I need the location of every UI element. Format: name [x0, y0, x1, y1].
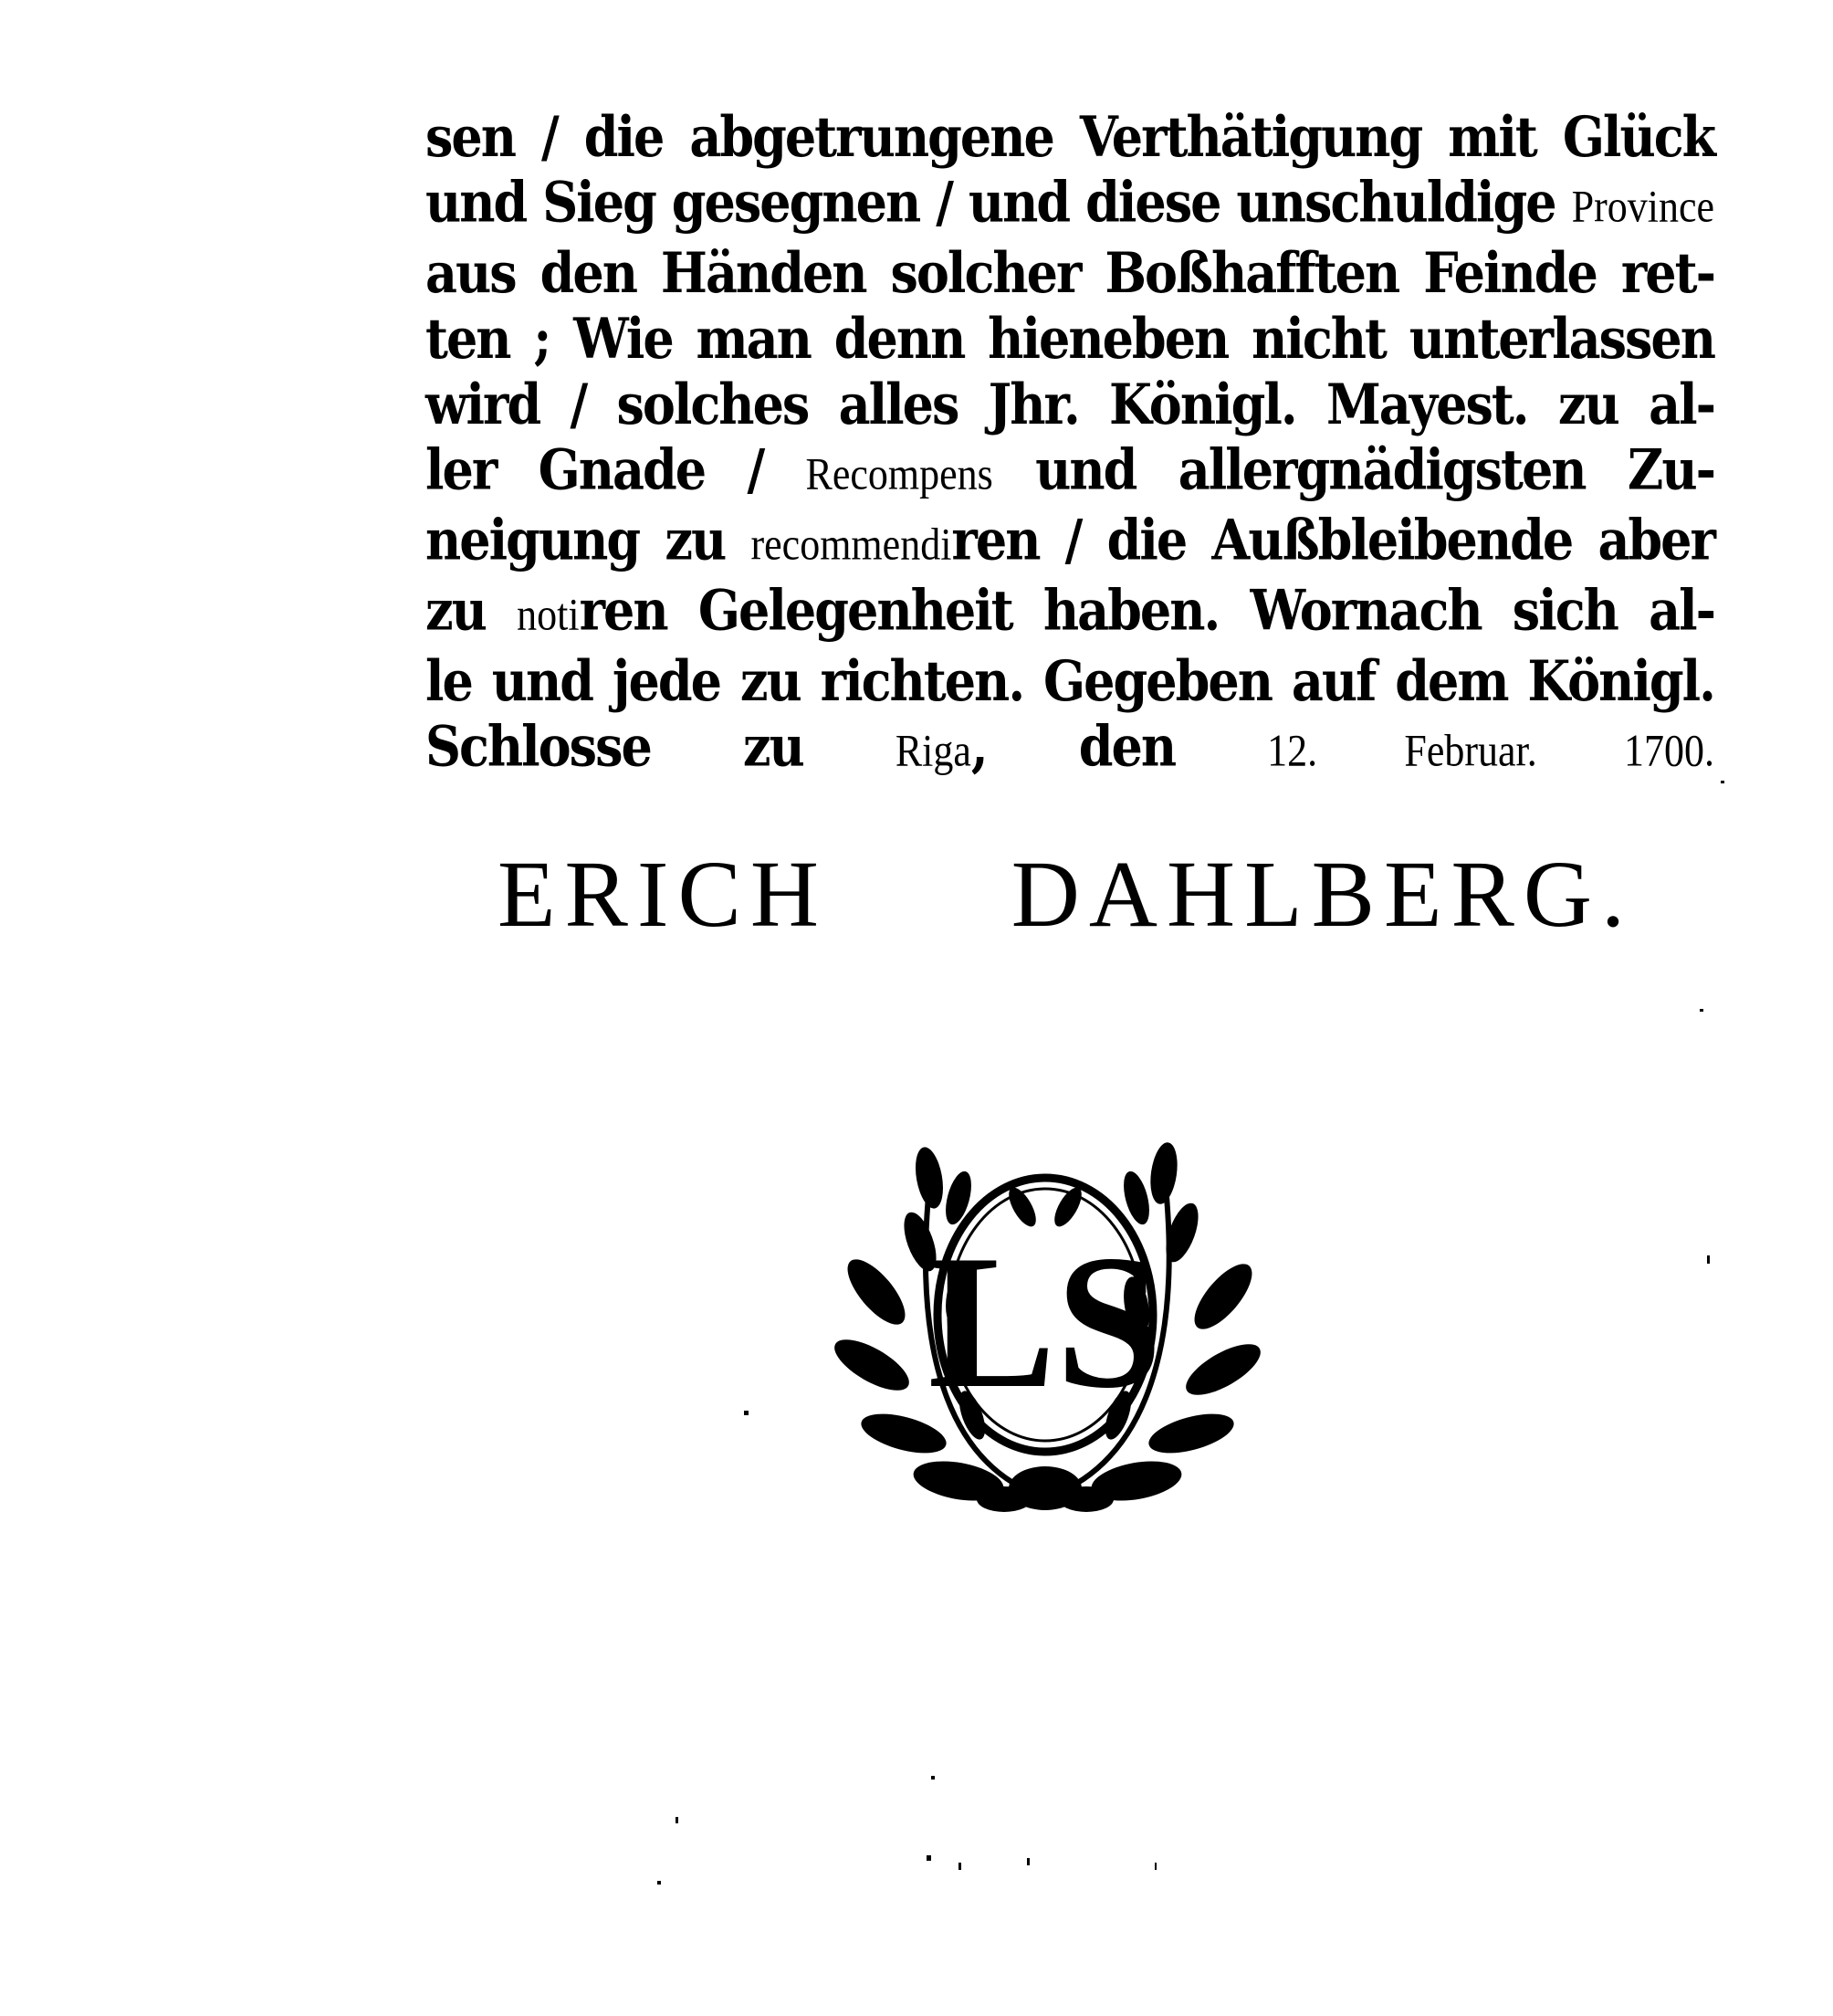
seal-monogram: LS [927, 1216, 1163, 1428]
print-speck [676, 1817, 678, 1823]
text-line [425, 236, 1714, 310]
text-line [425, 433, 1714, 511]
print-speck [1700, 1009, 1703, 1012]
print-speck [931, 1776, 935, 1780]
signature: ERICH DAHLBERG. [498, 842, 1634, 947]
text-line [425, 301, 1714, 375]
antiqua-word: recommendi [750, 519, 952, 570]
body-text [425, 103, 1715, 788]
print-speck [744, 1411, 749, 1415]
print-speck [958, 1863, 961, 1870]
antiqua-word: Province [1571, 181, 1714, 232]
text-line [425, 503, 1714, 582]
text-line [425, 100, 1714, 173]
fraktur-text: aus den Händen solcher Boßhafften Feinde ret- [425, 239, 1714, 306]
fraktur-text: und allergnädigsten Zu- [992, 436, 1714, 502]
print-speck [927, 1855, 931, 1861]
fraktur-text: ren Gelegenheit haben. Wornach sich al- [579, 577, 1714, 643]
print-speck [1027, 1858, 1030, 1865]
laurel-wreath-icon [822, 1141, 1273, 1520]
antiqua-word: 12. Februar. 1700. [1267, 725, 1715, 776]
antiqua-word: noti [517, 589, 580, 640]
fraktur-text: sen / die abgetrungene Verthätigung mit Glück [425, 103, 1714, 170]
fraktur-text: und Sieg gesegnen / und diese unschuldige [425, 169, 1572, 235]
text-line [425, 709, 1714, 788]
fraktur-text: ten ; Wie man denn hieneben nicht unterlassen [425, 305, 1714, 372]
text-line [425, 367, 1714, 441]
antiqua-word: Riga [895, 725, 971, 776]
text-line [425, 644, 1714, 718]
print-speck [1721, 781, 1724, 783]
seal-emblem [822, 1141, 1273, 1520]
print-speck [1707, 1255, 1710, 1264]
fraktur-text: , den [970, 713, 1268, 779]
fraktur-text: neigung zu [425, 507, 751, 572]
fraktur-text: le und jede zu richten. Gegeben auf dem Königl. [425, 647, 1714, 714]
text-line [425, 573, 1714, 652]
fraktur-text: Schlosse zu [425, 713, 896, 779]
text-line [425, 165, 1714, 244]
fraktur-text: ler Gnade / [425, 436, 806, 502]
fraktur-text: wird / solches alles Jhr. Königl. Mayest. zu al- [425, 371, 1714, 437]
print-speck [657, 1881, 661, 1885]
fraktur-text: zu [425, 577, 518, 643]
antiqua-word: Recompens [805, 448, 993, 499]
fraktur-text: ren / die Außbleibende aber [951, 507, 1714, 572]
print-speck [1155, 1863, 1157, 1870]
